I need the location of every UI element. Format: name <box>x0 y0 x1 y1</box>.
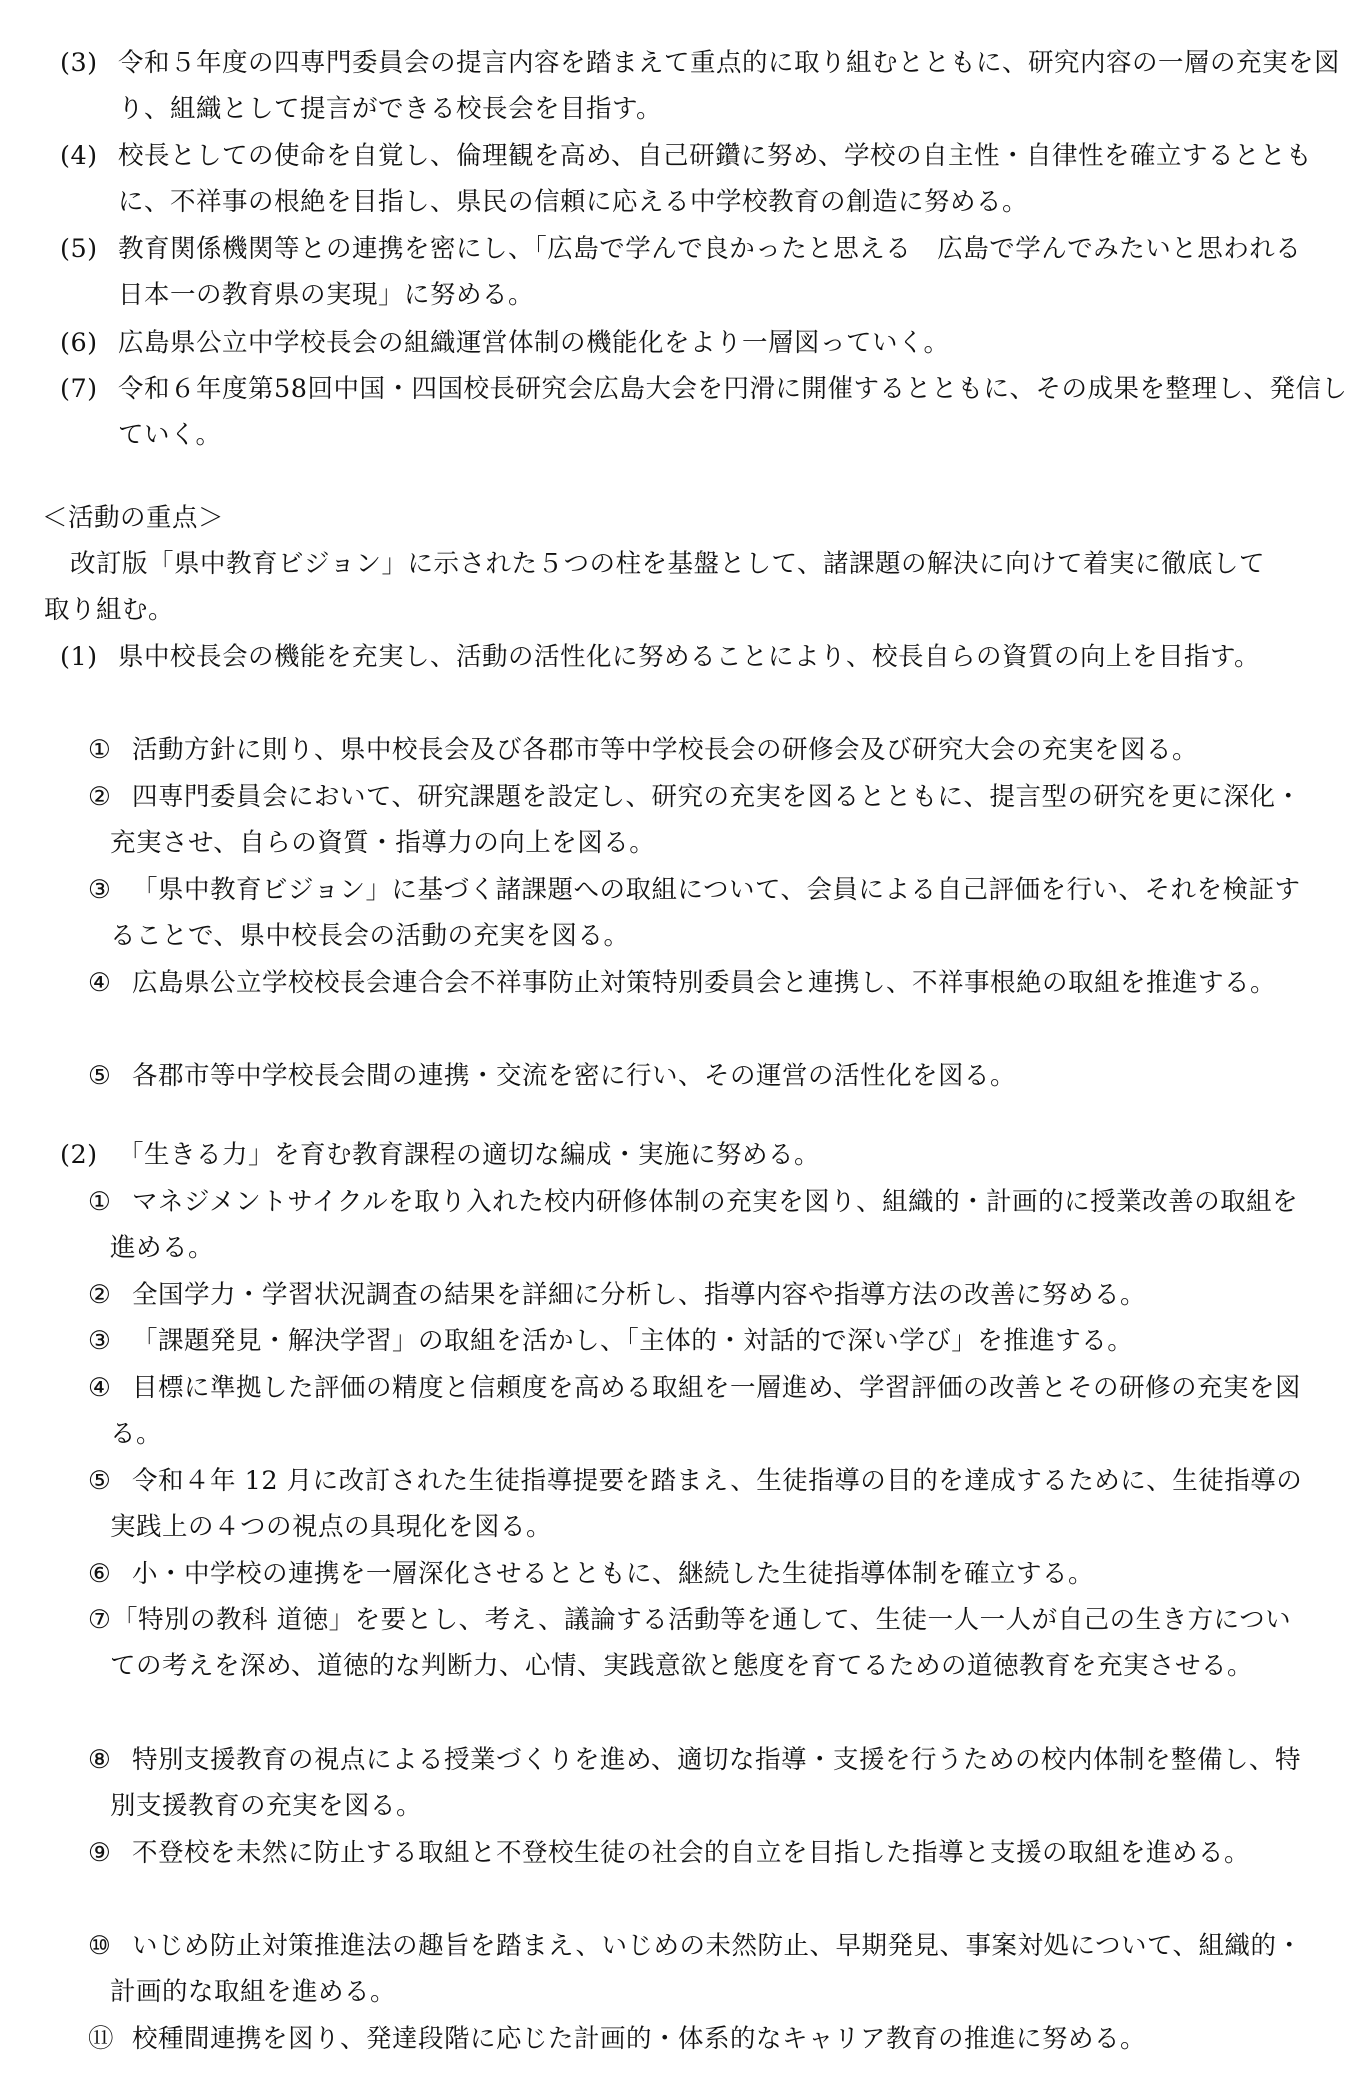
sub-text: 校種間連携を図り、発達段階に応じた計画的・体系的なキャリア教育の推進に努める。 <box>132 2024 1147 2054</box>
item-text: 校長としての使命を自覚し、倫理観を高め、自己研鑽に努め、学校の自主性・自律性を確立するとともに、不祥事の根絶を目指し、県民の信頼に応える中学校教育の創造に努める。 <box>118 141 1312 217</box>
section-intro: 改訂版「県中教育ビジョン」に示された５つの柱を基盤として、諸課題の解決に向けて着実に徹底して取り組む。 <box>44 549 1265 625</box>
item-number: (4) <box>60 141 98 171</box>
sub-number: ③ <box>88 1326 112 1356</box>
sub-number: ⑥ <box>88 1559 112 1589</box>
sub-number: ⑨ <box>88 1838 112 1868</box>
item-text: 教育関係機関等との連携を密にし、「広島で学んで良かったと思える 広島で学んでみたいと思われる 日本一の教育県の実現」に努める。 <box>118 234 1328 310</box>
policy-item-7 <box>60 366 1348 458</box>
sub-text: マネジメントサイクルを取り入れた校内研修体制の充実を図り、組織的・計画的に授業改善の取組を進める。 <box>110 1187 1299 1263</box>
sub-text: 「特別の教科 道徳」を要とし、考え、議論する活動等を通して、生徒一人一人が自己の生き方についての考えを深め、道徳的な判断力、心情、実践意欲と態度を育てるための道徳教育を充実させる。 <box>110 1605 1292 1681</box>
focus-item-2 <box>60 1132 1348 1178</box>
focus-1-sub-2 <box>88 774 1312 866</box>
sub-number: ② <box>88 782 112 812</box>
sub-number: ① <box>88 735 112 765</box>
sub-number: ⑩ <box>88 1931 112 1961</box>
item-text: 令和５年度の四専門委員会の提言内容を踏まえて重点的に取り組むとともに、研究内容の一層の充実を図り、組織として提言ができる校長会を目指す。 <box>118 48 1341 124</box>
sub-number: ② <box>88 1280 112 1310</box>
sub-text: 全国学力・学習状況調査の結果を詳細に分析し、指導内容や指導方法の改善に努める。 <box>132 1280 1147 1310</box>
sub-number: ③ <box>88 875 112 905</box>
section-heading: ＜活動の重点＞ <box>42 503 225 533</box>
focus-2-sub-7 <box>88 1597 1312 1689</box>
item-text: 県中校長会の機能を充実し、活動の活性化に努めることにより、校長自らの資質の向上を目指す。 <box>118 642 1260 672</box>
focus-2-sub-8 <box>88 1737 1312 1829</box>
item-number: (5) <box>60 234 98 264</box>
sub-number: ⑤ <box>88 1061 112 1091</box>
focus-2-sub-3 <box>88 1318 1312 1364</box>
focus-1-sub-3 <box>88 867 1312 959</box>
sub-number: ⑤ <box>88 1466 112 1496</box>
policy-item-3 <box>60 40 1348 132</box>
focus-2-sub-9 <box>88 1830 1312 1876</box>
sub-number: ⑦ <box>88 1605 112 1635</box>
focus-2-sub-5 <box>88 1458 1312 1550</box>
sub-text: いじめ防止対策推進法の趣旨を踏まえ、いじめの未然防止、早期発見、事案対処について、組織的・計画的な取組を進める。 <box>110 1931 1303 2007</box>
focus-1-sub-5 <box>88 1053 1312 1099</box>
item-text: 広島県公立中学校長会の組織運営体制の機能化をより一層図っていく。 <box>118 328 950 358</box>
sub-text: 広島県公立学校校長会連合会不祥事防止対策特別委員会と連携し、不祥事根絶の取組を推進する。 <box>132 968 1277 998</box>
focus-2-sub-4 <box>88 1365 1312 1457</box>
policy-item-5 <box>60 226 1348 318</box>
item-text: 「生きる力」を育む教育課程の適切な編成・実施に努める。 <box>118 1140 821 1170</box>
sub-text: 小・中学校の連携を一層深化させるとともに、継続した生徒指導体制を確立する。 <box>132 1559 1095 1589</box>
sub-number: ⑪ <box>88 2024 115 2054</box>
sub-number: ④ <box>88 1373 112 1403</box>
item-number: (1) <box>60 642 98 672</box>
sub-text: 「県中教育ビジョン」に基づく諸課題への取組について、会員による自己評価を行い、それを検証することで、県中校長会の活動の充実を図る。 <box>110 875 1301 951</box>
sub-number: ④ <box>88 968 112 998</box>
focus-item-1 <box>60 634 1348 680</box>
sub-text: 活動方針に則り、県中校長会及び各郡市等中学校長会の研修会及び研究大会の充実を図る。 <box>132 735 1199 765</box>
sub-text: 四専門委員会において、研究課題を設定し、研究の充実を図るとともに、提言型の研究を更に深化・充実させ、自らの資質・指導力の向上を図る。 <box>110 782 1302 858</box>
focus-2-sub-1 <box>88 1179 1312 1271</box>
focus-2-sub-11 <box>88 2016 1312 2062</box>
item-number: (7) <box>60 374 98 404</box>
sub-text: 「課題発見・解決学習」の取組を活かし、「主体的・対話的で深い学び」を推進する。 <box>132 1326 1134 1356</box>
sub-number: ⑧ <box>88 1745 112 1775</box>
focus-2-sub-2 <box>88 1272 1312 1318</box>
item-number: (3) <box>60 48 98 78</box>
focus-2-sub-6 <box>88 1551 1312 1597</box>
focus-2-sub-10 <box>88 1923 1312 2015</box>
sub-number: ① <box>88 1187 112 1217</box>
sub-text: 不登校を未然に防止する取組と不登校生徒の社会的自立を目指した指導と支援の取組を進める。 <box>132 1838 1251 1868</box>
focus-1-sub-1 <box>88 727 1312 773</box>
sub-text: 特別支援教育の視点による授業づくりを進め、適切な指導・支援を行うための校内体制を整備し、特別支援教育の充実を図る。 <box>110 1745 1301 1821</box>
policy-item-6 <box>60 320 1348 366</box>
sub-text: 目標に準拠した評価の精度と信頼度を高める取組を一層進め、学習評価の改善とその研修の充実を図る。 <box>110 1373 1301 1449</box>
sub-text: 令和４年 12 月に改訂された生徒指導提要を踏まえ、生徒指導の目的を達成するために、生徒指導の実践上の４つの視点の具現化を図る。 <box>110 1466 1303 1542</box>
item-number: (2) <box>60 1140 98 1170</box>
policy-item-4 <box>60 133 1348 225</box>
item-text: 令和６年度第58回中国・四国校長研究会広島大会を円滑に開催するとともに、その成果を整理し、発信していく。 <box>118 374 1348 450</box>
focus-1-sub-4 <box>88 960 1312 1006</box>
item-number: (6) <box>60 328 98 358</box>
sub-text: 各郡市等中学校長会間の連携・交流を密に行い、その運営の活性化を図る。 <box>132 1061 1017 1091</box>
